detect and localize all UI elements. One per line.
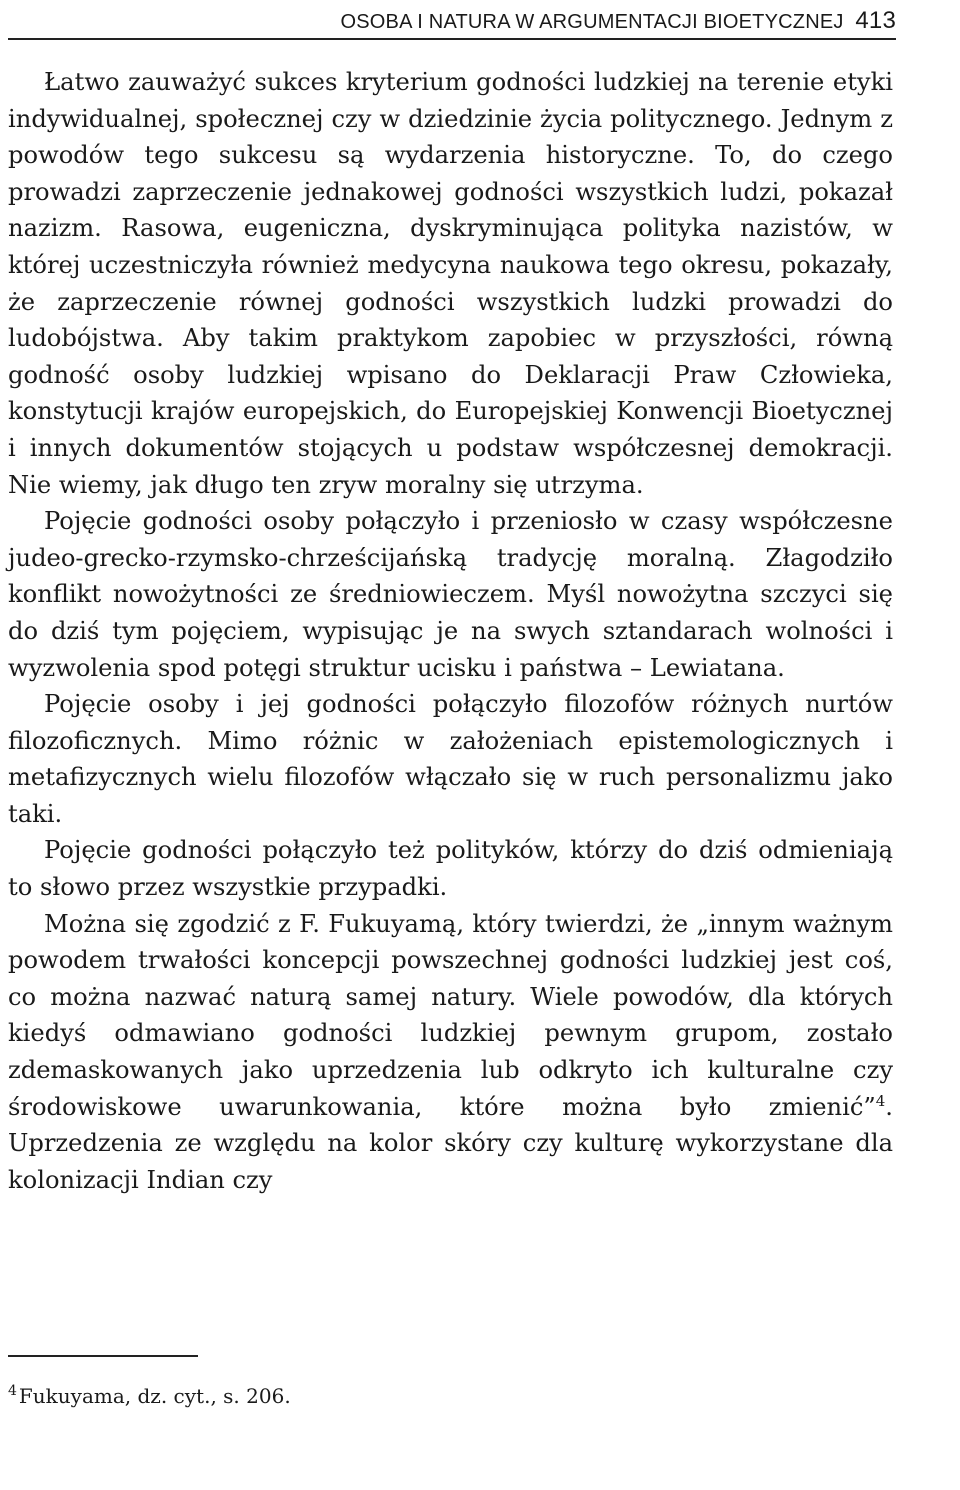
paragraph-5	[8, 906, 893, 1199]
paragraph-5-text-before: Można się zgodzić z F. Fukuyamą, który twierdzi, że „innym ważnym powodem trwałości koncepcji powszechnej godności ludzkiej jest coś, co można nazwać naturą samej natury. Wiele powodów, dla których kiedyś odmawiano godności ludzkiej pewnym grupom, zostało zdemaskowanych jako uprzedzenia lub odkryto ich kulturalne czy środowiskowe uwarunkowania, które można było zmienić”	[8, 909, 893, 1121]
running-title: OSOBA I NATURA W ARGUMENTACJI BIOETYCZNEJ	[340, 11, 844, 33]
footnote-text: Fukuyama, dz. cyt., s. 206.	[18, 1384, 291, 1408]
page-number: 413	[855, 7, 896, 34]
footnote	[8, 1382, 291, 1410]
paragraph-5-text-after: . Uprzedzenia ze względu na kolor skóry czy kulturę wykorzystane dla kolonizacji Indian czy	[8, 1092, 893, 1194]
paragraph-3: Pojęcie osoby i jej godności połączyło filozofów różnych nurtów filozoficznych. Mimo różnic w założeniach epistemologicznych i metafizycznych wielu filozofów włączało się w ruch personalizmu jako taki.	[8, 690, 893, 828]
footnote-divider	[8, 1355, 198, 1357]
paragraph-4: Pojęcie godności połączyło też polityków, którzy do dziś odmieniają to słowo przez wszystkie przypadki.	[8, 836, 893, 902]
footnote-reference[interactable]: 4	[875, 1091, 886, 1110]
body-text	[8, 64, 893, 1198]
paragraph-1: Łatwo zauważyć sukces kryterium godności ludzkiej na terenie etyki indywidualnej, społecznej czy w dziedzinie życia politycznego. Jednym z powodów tego sukcesu są wydarzenia historyczne. To, do czego prowadzi zaprzeczenie jednakowej godności wszystkich ludzi, pokazał nazizm. Rasowa, eugeniczna, dyskryminująca polityka nazistów, w której uczestniczyła również medycyna naukowa tego okresu, pokazały, że zaprzeczenie równej godności wszystkich ludzki prowadzi do ludobójstwa. Aby takim praktykom zapobiec w przyszłości, równą godność osoby ludzkiej wpisano do Deklaracji Praw Człowieka, konstytucji krajów europejskich, do Europejskiej Konwencji Bioetycznej i innych dokumentów stojących u podstaw współczesnej demokracji. Nie wiemy, jak długo ten zryw moralny się utrzyma.	[8, 68, 893, 499]
paragraph-2: Pojęcie godności osoby połączyło i przeniosło w czasy współczesne judeo-grecko-rzymsko-chrześcijańską tradycję moralną. Złagodziło konflikt nowożytności ze średniowieczem. Myśl nowożytna szczyci się do dziś tym pojęciem, wypisując je na swych sztandarach wolności i wyzwolenia spod potęgi struktur ucisku i państwa – Lewiatana.	[8, 507, 893, 682]
footnote-mark: 4	[8, 1383, 17, 1400]
running-header	[8, 6, 896, 40]
